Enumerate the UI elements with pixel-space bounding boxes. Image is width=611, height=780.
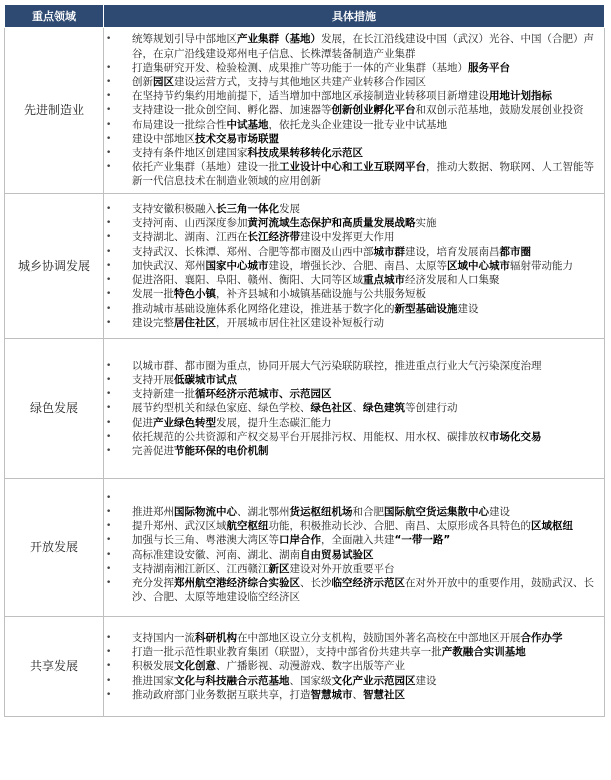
highlight-text: 科技成果转移转化示范区: [247, 147, 363, 159]
highlight-text: 重点城市: [363, 274, 405, 287]
highlight-text: 中试基地: [226, 118, 269, 131]
highlight-text: 绿色建筑: [363, 402, 405, 415]
measure-item: • 依托规范的公共资源和产权交易平台开展排污权、用能权、用水权、碳排放权市场化交易: [104, 430, 604, 444]
measure-item: • 支持武汉、长株潭、郑州、合肥等都市圈及山西中部城市群建设，培育发展南昌都市圈: [104, 245, 604, 259]
section-row: [5, 479, 605, 617]
highlight-text: 工业设计中心和工业互联网平台: [279, 161, 426, 174]
highlight-text: 郑州航空港经济综合实验区: [174, 576, 300, 589]
measure-item: • 支持河南、山西深度参加黄河流域生态保护和高质量发展战略实施: [104, 216, 604, 230]
measure-item: • 提升郑州、武汉区域航空枢纽功能，积极推动长沙、合肥、南昌、太原形成各具特色的区域枢纽: [104, 519, 604, 533]
measure-item: • 依托产业集群（基地）建设一批工业设计中心和工业互联网平台，推动大数据、物联网、人工智能等新一代信息技术在制造业领域的应用创新: [104, 160, 604, 188]
highlight-text: 合作办学: [520, 631, 563, 644]
highlight-text: 新型基础设施: [394, 302, 458, 315]
measure-item: • 布局建设一批综合性中试基地，依托龙头企业建设一批专业中试基地: [104, 118, 604, 132]
highlight-text: 区域中心城市: [447, 259, 510, 272]
measures-list: [104, 202, 604, 330]
measure-item: • 支持开展低碳城市试点: [104, 373, 604, 387]
highlight-text: 都市圈: [499, 245, 531, 258]
highlight-text: 绿色社区: [310, 402, 353, 415]
area-label: 先进制造业: [5, 28, 104, 194]
measure-item: • 建设完整居住社区，开展城市居住社区建设补短板行动: [104, 316, 604, 330]
highlight-text: 智慧城市: [310, 688, 353, 701]
measure-item: • 推动政府部门业务数据互联共享，打造智慧城市、智慧社区: [104, 688, 604, 702]
header-area: 重点领域: [5, 5, 104, 28]
measure-item: • 支持有条件地区创建国家科技成果转移转化示范区: [104, 146, 604, 160]
highlight-text: “一带一路”: [394, 534, 451, 547]
area-label: 城乡协调发展: [5, 194, 104, 339]
measures-list: [104, 631, 604, 702]
highlight-text: 产教融合实训基地: [441, 646, 526, 659]
measure-item: • 统筹规划引导中部地区产业集群（基地）发展，在长江沿线建设中国（武汉）光谷、中国（合肥）声谷，在京广沿线建设郑州电子信息、长株潭装备制造产业集群: [104, 32, 604, 60]
highlight-text: 智慧社区: [363, 688, 405, 701]
measure-item: • 支持国内一流科研机构在中部地区设立分支机构，鼓励国外著名高校在中部地区开展合作办学: [104, 631, 604, 645]
measures-cell: [104, 339, 605, 479]
highlight-text: 国际物流中心: [174, 505, 237, 518]
highlight-text: 园区: [153, 75, 174, 88]
highlight-text: 产业集群（基地）: [237, 33, 321, 46]
measure-item: • 促进洛阳、襄阳、阜阳、赣州、衡阳、大同等区域重点城市经济发展和人口集聚: [104, 273, 604, 287]
highlight-text: 特色小镇: [174, 288, 216, 301]
measure-item: • 发展一批特色小镇，补齐县城和小城镇基础设施与公共服务短板: [104, 287, 604, 301]
measure-item: • 支持湖北、湖南、江西在长江经济带建设中发挥更大作用: [104, 230, 604, 244]
highlight-text: 创新创业孵化平台: [331, 104, 416, 117]
highlight-text: 自由贸易试验区: [300, 548, 374, 561]
measures-list: [104, 32, 604, 188]
highlight-text: 航空枢纽: [226, 520, 269, 533]
measure-item: • 以城市群、都市圈为重点，协同开展大气污染联防联控，推进重点行业大气污染深度治理: [104, 359, 604, 373]
measure-item: • 打造一批示范性职业教育集团（联盟），支持中部省份共建共享一批产教融合实训基地: [104, 645, 604, 659]
measure-item: • 推进国家文化与科技融合示范基地、国家级文化产业示范园区建设: [104, 674, 604, 688]
measures-cell: [104, 479, 605, 617]
measure-item: • 充分发挥郑州航空港经济综合实验区、长沙临空经济示范区在对外开放中的重要作用，鼓励武汉、长沙、合肥、太原等地建设临空经济区: [104, 576, 604, 604]
measures-cell: [104, 194, 605, 339]
measure-item: [104, 491, 604, 505]
section-row: [5, 194, 605, 339]
highlight-text: 文化创意: [174, 660, 216, 673]
measure-item: • 高标准建设安徽、河南、湖北、湖南自由贸易试验区: [104, 548, 604, 562]
section-row: [5, 339, 605, 479]
measures-table: [4, 4, 605, 717]
measure-item: • 推动城市基础设施体系化网络化建设，推进基于数字化的新型基础设施建设: [104, 302, 604, 316]
measure-item: • 支持建设一批众创空间、孵化器、加速器等创新创业孵化平台和双创示范基地，鼓励发展创业投资: [104, 103, 604, 117]
highlight-text: 技术交易市场联盟: [195, 132, 279, 145]
highlight-text: 市场化交易: [489, 430, 542, 443]
highlight-text: 长江经济带: [247, 231, 300, 244]
measure-item: • 支持湖南湘江新区、江西赣江新区建设对外开放重要平台: [104, 562, 604, 576]
measure-item: • 支持安徽积极融入长三角一体化发展: [104, 202, 604, 216]
measure-item: • 支持新建一批循环经济示范城市、示范园区: [104, 387, 604, 401]
highlight-text: 国家中心城市: [205, 259, 269, 272]
highlight-text: 文化与科技融合示范基地: [174, 674, 290, 687]
highlight-text: 国际航空货运集散中心: [384, 505, 489, 518]
highlight-text: 黄河流域生态保护和高质量发展战略: [247, 217, 416, 230]
measures-cell: [104, 28, 605, 194]
highlight-text: 用地计划指标: [489, 90, 552, 103]
highlight-text: 科研机构: [195, 631, 237, 644]
measure-item: • 加强与长三角、粤港澳大湾区等口岸合作，全面融入共建“一带一路”: [104, 533, 604, 547]
highlight-text: 口岸合作: [279, 534, 321, 547]
highlight-text: 城市群: [373, 245, 405, 258]
measures-list: [104, 359, 604, 458]
highlight-text: 居住社区: [174, 316, 216, 329]
measure-item: • 在坚持节约集约用地前提下，适当增加中部地区承接制造业转移项目新增建设用地计划指标: [104, 89, 604, 103]
highlight-text: 新区: [268, 562, 290, 575]
header-measures: 具体措施: [104, 5, 605, 28]
section-row: [5, 617, 605, 717]
highlight-text: 产业绿色转型: [153, 416, 216, 429]
measure-item: • 完善促进节能环保的电价机制: [104, 444, 604, 458]
measure-item: • 推进郑州国际物流中心、湖北鄂州货运枢纽机场和合肥国际航空货运集散中心建设: [104, 505, 604, 519]
measure-item: • 加快武汉、郑州国家中心城市建设，增强长沙、合肥、南昌、太原等区域中心城市辐射带动能力: [104, 259, 604, 273]
measure-item: • 打造集研究开发、检验检测、成果推广等功能于一体的产业集群（基地）服务平台: [104, 61, 604, 75]
measures-list: [104, 491, 604, 605]
highlight-text: 服务平台: [468, 61, 510, 74]
measure-item: • 展节约型机关和绿色家庭、绿色学校、绿色社区、绿色建筑等创建行动: [104, 401, 604, 415]
highlight-text: 长三角一体化: [216, 203, 279, 216]
area-label: 共享发展: [5, 617, 104, 717]
measure-item: • 建设中部地区技术交易市场联盟: [104, 132, 604, 146]
highlight-text: 低碳城市试点: [174, 373, 237, 386]
area-label: 开放发展: [5, 479, 104, 617]
table-header-row: [5, 5, 605, 28]
measures-cell: [104, 617, 605, 717]
highlight-text: 循环经济示范城市、示范园区: [195, 388, 332, 401]
area-label: 绿色发展: [5, 339, 104, 479]
measure-item: • 创新园区建设运营方式，支持与其他地区共建产业转移合作园区: [104, 75, 604, 89]
measure-item: • 积极发展文化创意、广播影视、动漫游戏、数字出版等产业: [104, 659, 604, 673]
measure-item: • 促进产业绿色转型发展，提升生态碳汇能力: [104, 416, 604, 430]
highlight-text: 临空经济示范区: [331, 576, 405, 589]
highlight-text: 区域枢纽: [531, 520, 573, 533]
highlight-text: 文化产业示范园区: [331, 674, 416, 687]
section-row: [5, 28, 605, 194]
highlight-text: 货运枢纽机场: [289, 505, 353, 518]
highlight-text: 节能环保的电价机制: [174, 445, 269, 457]
